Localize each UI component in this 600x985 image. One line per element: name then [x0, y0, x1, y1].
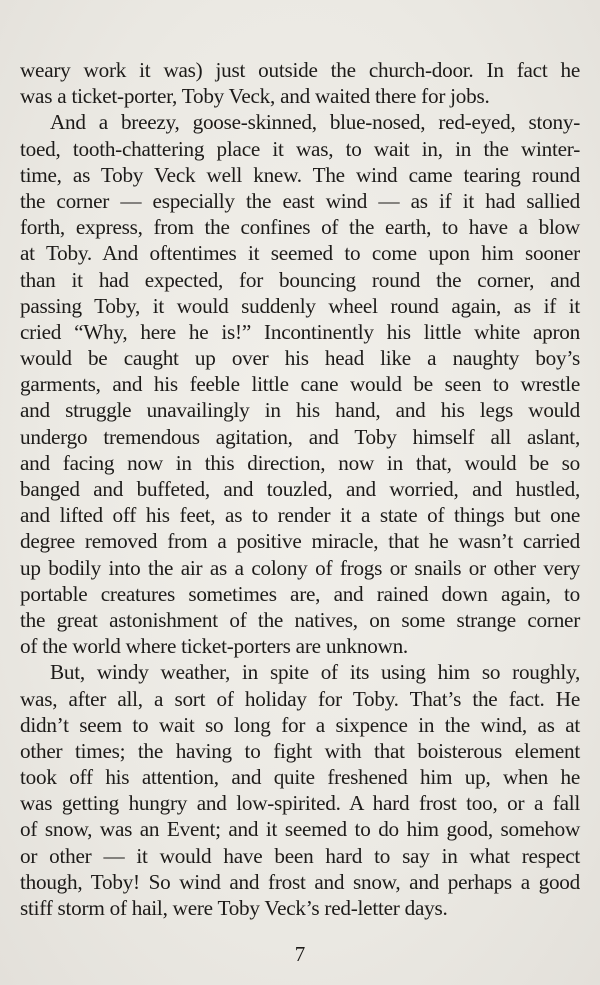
text-line: garments, and his feeble little cane would be seen to wrestle	[20, 372, 580, 397]
text-line: though, Toby! So wind and frost and snow, and perhaps a good	[20, 869, 580, 894]
paragraph-start-line: And a breezy, goose-skinned, blue-nosed, red-eyed, stony-	[50, 110, 580, 135]
text-line: banged and buffeted, and touzled, and worried, and hustled,	[20, 477, 580, 501]
text-line: other times; the having to fight with that boisterous element	[20, 738, 580, 763]
text-line: degree removed from a positive miracle, that he wasn’t carried	[20, 529, 580, 554]
body-text	[20, 57, 580, 921]
text-line: time, as Toby Veck well knew. The wind came tearing round	[20, 162, 580, 187]
text-line: would be caught up over his head like a naughty boy’s	[20, 346, 580, 371]
text-line: at Toby. And oftentimes it seemed to come upon him sooner	[20, 241, 580, 266]
text-line: and lifted off his feet, as to render it a state of things but one	[20, 503, 580, 528]
paragraph-end-line: was a ticket-porter, Toby Veck, and waited there for jobs.	[20, 84, 490, 109]
text-line: was getting hungry and low-spirited. A hard frost too, or a fall	[20, 791, 580, 816]
text-line: forth, express, from the confines of the earth, to have a blow	[20, 215, 580, 240]
page-number: 7	[294, 942, 306, 966]
text-line: undergo tremendous agitation, and Toby himself all aslant,	[20, 424, 580, 449]
text-line: didn’t seem to wait so long for a sixpence in the wind, as at	[20, 712, 580, 737]
text-line: portable creatures sometimes are, and rained down again, to	[20, 581, 580, 606]
text-line: toed, tooth-chattering place it was, to wait in, in the winter-	[20, 136, 580, 161]
text-line: and facing now in this direction, now in that, would be so	[20, 450, 580, 475]
text-line: weary work it was) just outside the church-door. In fact he	[20, 58, 580, 82]
text-line: the great astonishment of the natives, on some strange corner	[20, 607, 580, 632]
text-line: was, after all, a sort of holiday for Toby. That’s the fact. He	[20, 686, 580, 711]
text-line: than it had expected, for bouncing round the corner, and	[20, 267, 580, 292]
text-line: or other — it would have been hard to say in what respect	[20, 843, 580, 868]
text-line: passing Toby, it would suddenly wheel round again, as if it	[20, 293, 580, 318]
paragraph-start-line: But, windy weather, in spite of its using him so roughly,	[50, 660, 580, 685]
text-line: the corner — especially the east wind — as if it had sallied	[20, 188, 580, 213]
text-line: of snow, was an Event; and it seemed to do him good, somehow	[20, 817, 580, 842]
text-line: up bodily into the air as a colony of frogs or snails or other very	[20, 555, 580, 580]
paragraph-end-line: stiff storm of hail, were Toby Veck’s red-letter days.	[20, 896, 448, 920]
paragraph-end-line: of the world where ticket-porters are unknown.	[20, 634, 408, 659]
text-line: took off his attention, and quite freshened him up, when he	[20, 765, 580, 790]
text-line: and struggle unavailingly in his hand, and his legs would	[20, 398, 580, 423]
text-line: cried “Why, here he is!” Incontinently his little white apron	[20, 319, 580, 344]
